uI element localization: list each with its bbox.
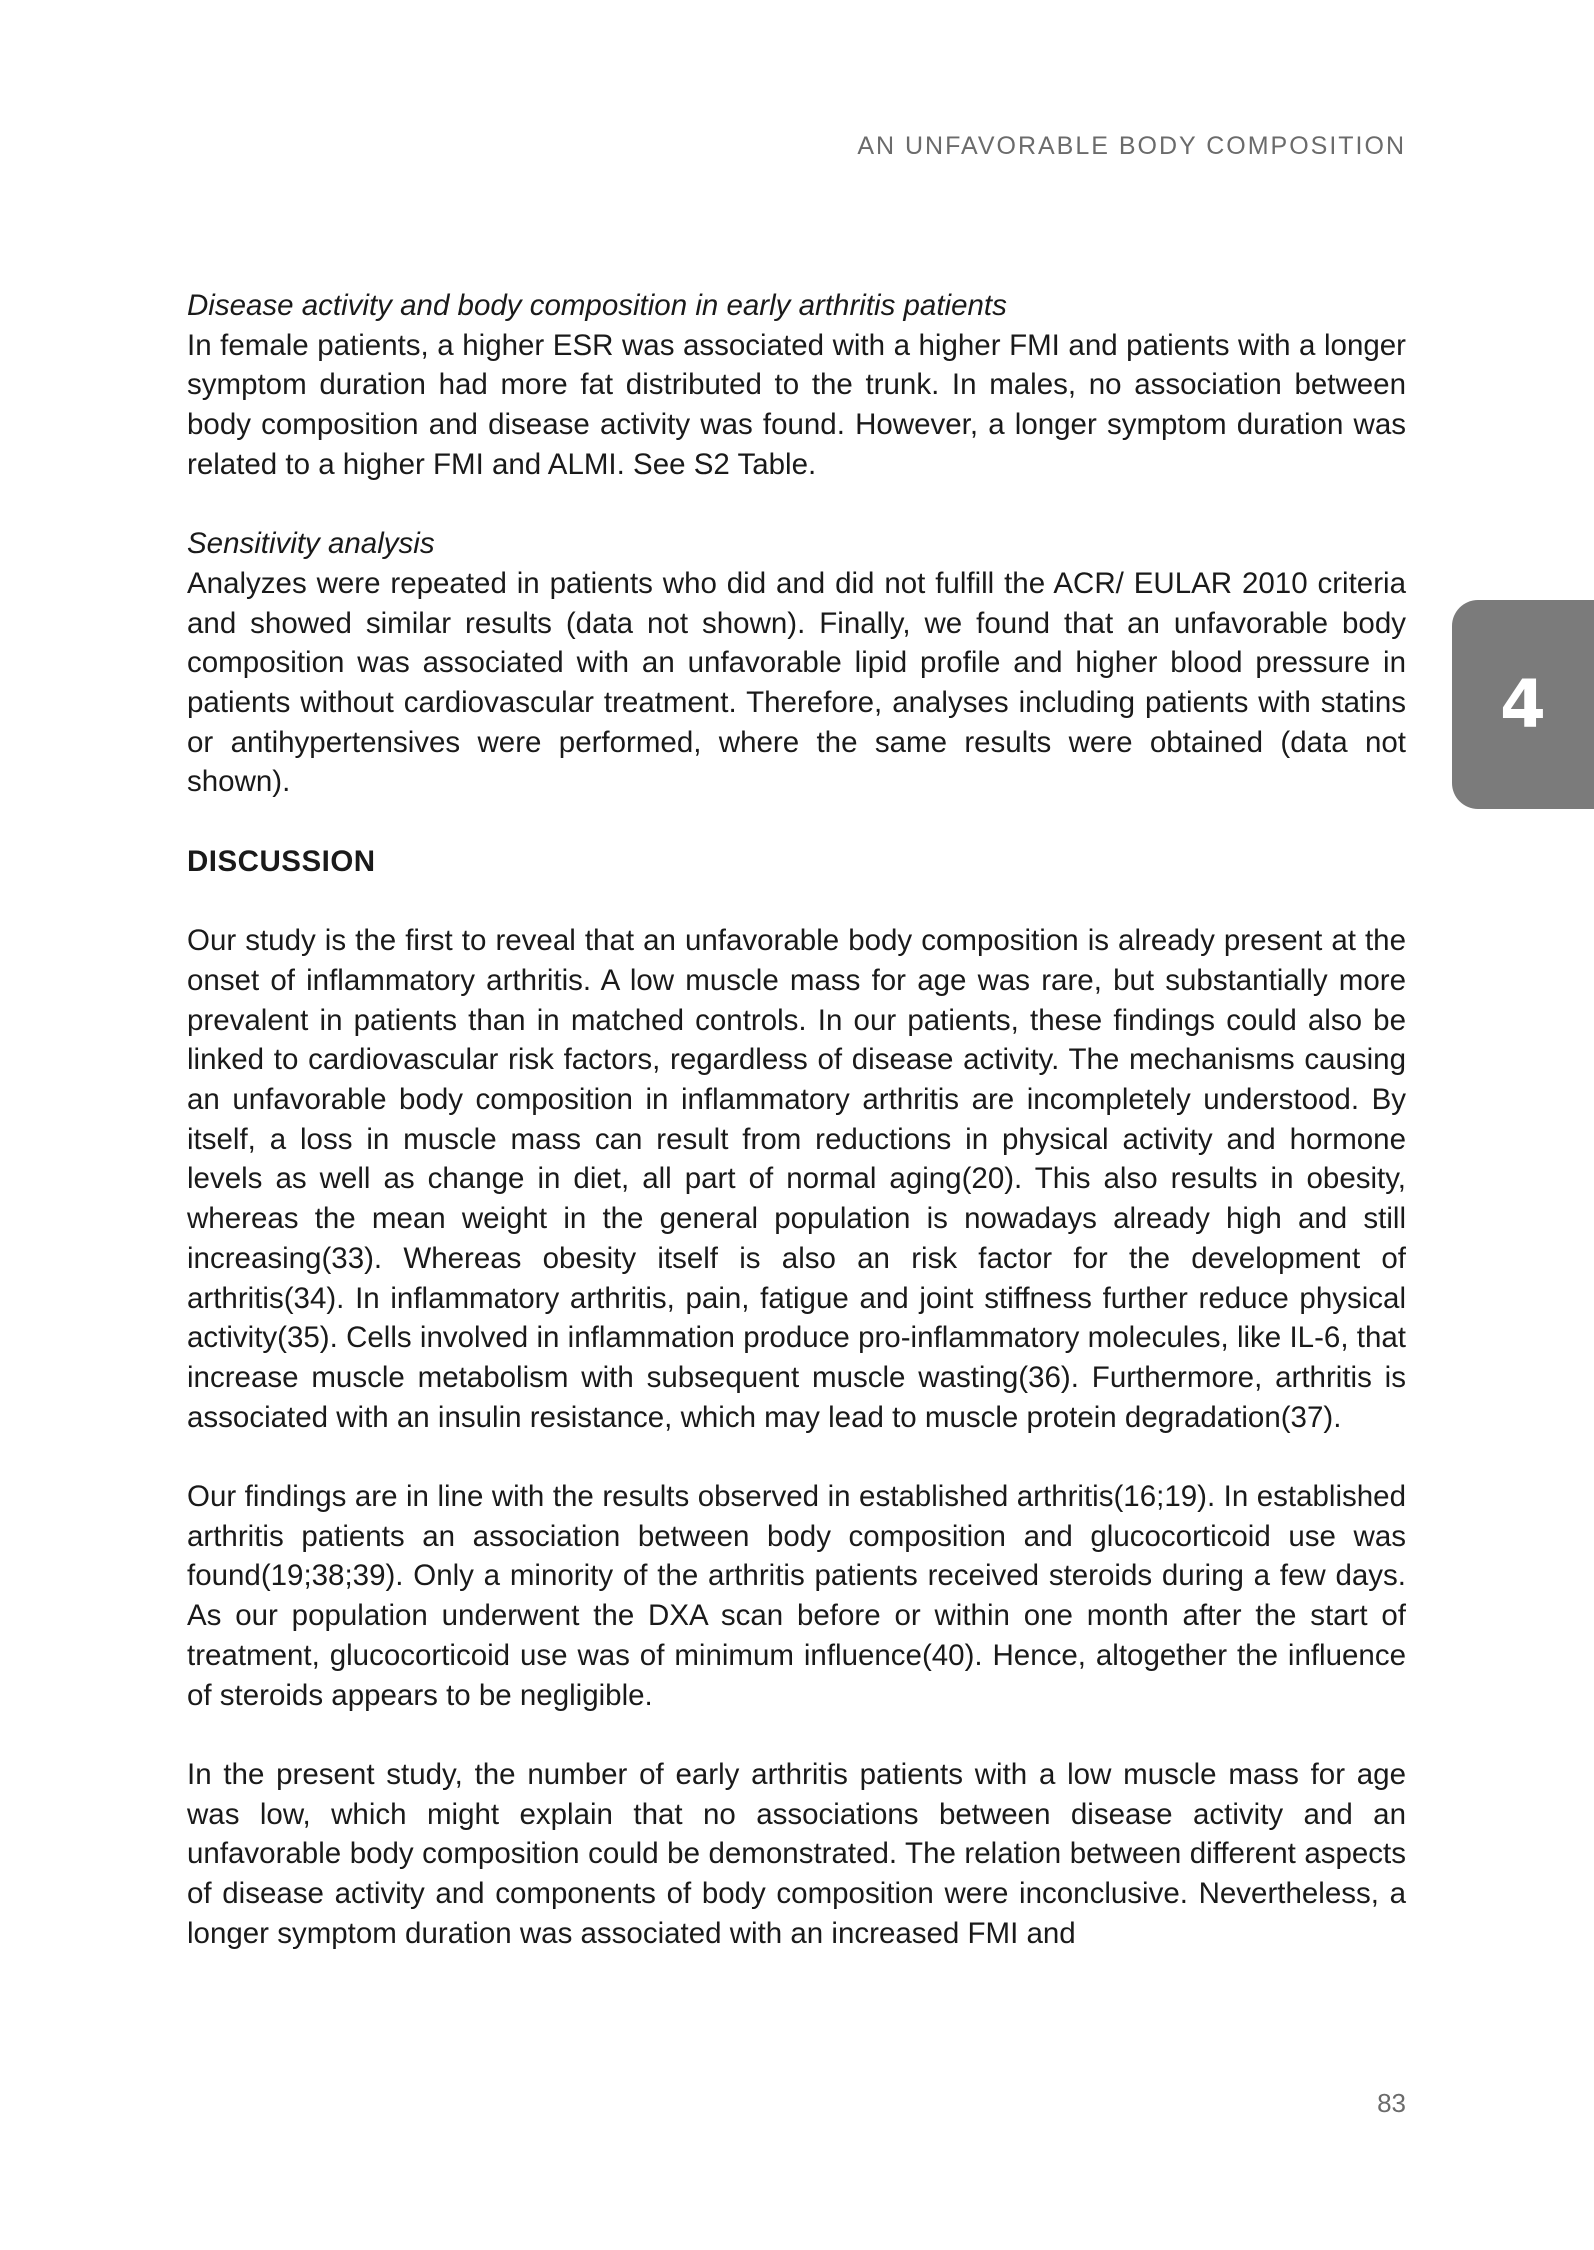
chapter-number: 4 xyxy=(1500,666,1546,743)
page-number: 83 xyxy=(1377,2088,1406,2118)
subheading-disease-activity: Disease activity and body composition in early arthritis patients xyxy=(187,289,1007,322)
paragraph-disease-activity: In female patients, a higher ESR was associated with a higher FMI and patients with a longer symptom duration had more fat distributed to the trunk. In males, no association between body composition and disease activity was found. However, a longer symptom duration was related to a higher FMI and ALMI. See S2 Table. xyxy=(187,328,1406,481)
discussion-paragraph-1: Our study is the first to reveal that an unfavorable body composition is already present at the onset of inflammatory arthritis. A low muscle mass for age was rare, but substantially more prevalent in patients than in matched controls. In our patients, these findings could also be linked to cardiovascular risk factors, regardless of disease activity. The mechanisms causing an unfavorable body composition in inflammatory arthritis are incompletely understood. By itself, a loss in muscle mass can result from reductions in physical activity and hormone levels as well as change in diet, all part of normal aging(20). This also results in obesity, whereas the mean weight in the general population is nowadays already high and still increasing(33). Whereas obesity itself is also an risk factor for the development of arthritis(34). In inflammatory arthritis, pain, fatigue and joint stiffness further reduce physical activity(35). Cells involved in inflammation produce pro-inflammatory molecules, like IL-6, that increase muscle metabolism with subsequent muscle wasting(36). Furthermore, arthritis is associated with an insulin resistance, which may lead to muscle protein degradation(37). xyxy=(187,924,1406,1434)
page-body xyxy=(187,286,1406,1953)
subheading-sensitivity-analysis: Sensitivity analysis xyxy=(187,527,435,561)
discussion-paragraph-3: In the present study, the number of early arthritis patients with a low muscle mass for age was low, which might explain that no associations between disease activity and an unfavorable body composition could be demonstrated. The relation between different aspects of disease activity and components of body composition were inconclusive. Nevertheless, a longer symptom duration was associated with an increased FMI and xyxy=(187,1757,1406,1950)
chapter-tab xyxy=(1452,600,1594,809)
discussion-heading: DISCUSSION xyxy=(187,844,376,878)
running-header: AN UNFAVORABLE BODY COMPOSITION xyxy=(857,132,1406,160)
discussion-paragraph-2: Our findings are in line with the results observed in established arthritis(16;19). In established arthritis patients an association between body composition and glucocorticoid use was found(19;38;39). Only a minority of the arthritis patients received steroids during a few days. As our population underwent the DXA scan before or within one month after the start of treatment, glucocorticoid use was of minimum influence(40). Hence, altogether the influence of steroids appears to be negligible. xyxy=(187,1480,1406,1712)
paragraph-sensitivity-analysis: Analyzes were repeated in patients who did and did not fulfill the ACR/ EULAR 2010 criteria and showed similar results (data not shown). Finally, we found that an unfavorable body composition was associated with an unfavorable lipid profile and higher blood pressure in patients without cardiovascular treatment. Therefore, analyses including patients with statins or antihypertensives were performed, where the same results were obtained (data not shown). xyxy=(187,566,1406,799)
